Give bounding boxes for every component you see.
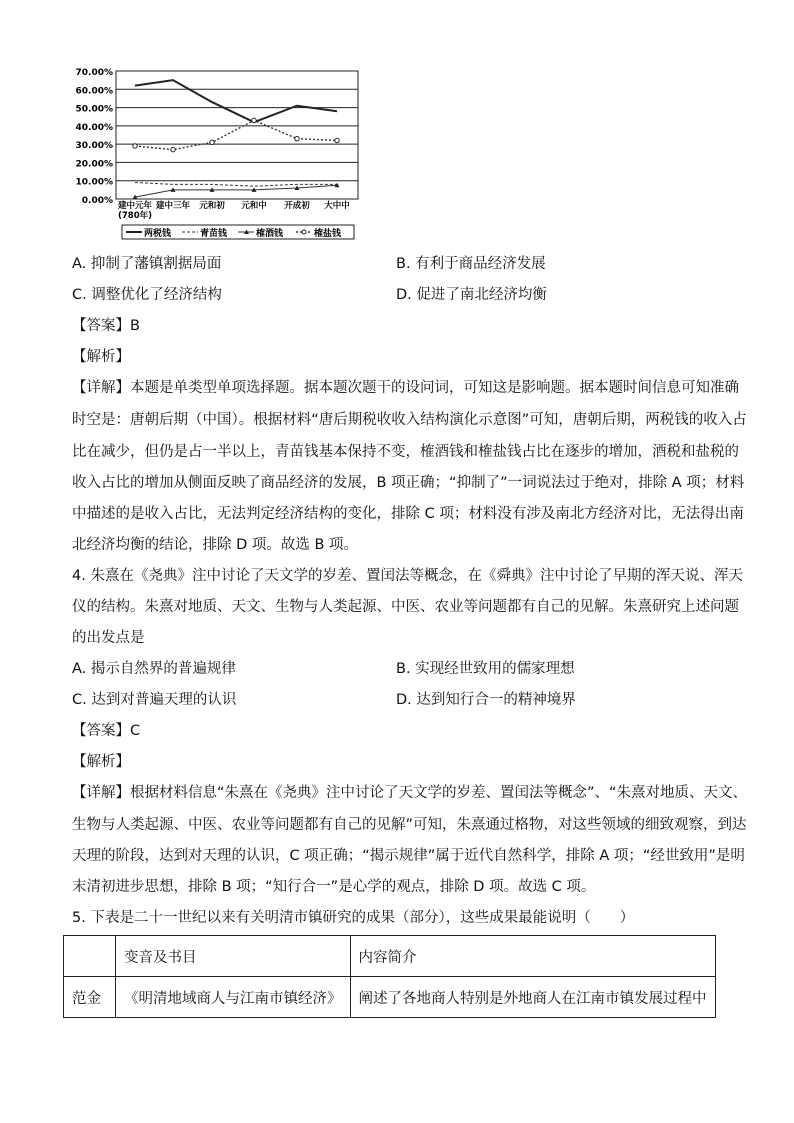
- q3-option-d: D. 促进了南北经济均衡: [396, 287, 547, 303]
- y-tick-label: 30.00%: [75, 141, 113, 152]
- q4-detail-line: 生物与人类起源、中医、农业等问题都有自己的见解”可知，朱熹通过格物，对这些领域的细致观察，到达: [72, 817, 747, 833]
- series-line: [135, 183, 337, 187]
- legend-label: 榷酒钱: [256, 229, 284, 239]
- series-line: [135, 80, 337, 122]
- q3-detail-line: 收入占比的增加从侧面反映了商品经济的发展，B 项正确；“抑制了”一词说法过于绝对，排除 A 项；材料: [72, 475, 745, 491]
- q3-detail-line: 比在减少，但仍是占一半以上，青苗钱基本保持不变，榷酒钱和榷盐钱占比在逐步的增加，酒税和盐税的: [72, 444, 739, 460]
- data-point: [133, 144, 137, 148]
- q4-option-d: D. 达到知行合一的精神境界: [396, 692, 576, 708]
- q5-stem: 5. 下表是二十一世纪以来有关明清市镇研究的成果（部分），这些成果最能说明（ ）: [72, 910, 635, 926]
- table-cell: 《明清地域商人与江南市镇经济》: [116, 977, 351, 1018]
- q3-analysis-heading: 【解析】: [72, 349, 130, 365]
- y-tick-label: 40.00%: [75, 122, 113, 133]
- q4-detail-line: 【详解】根据材料信息“朱熹在《尧典》注中讨论了天文学的岁差、置闰法等概念”、“朱熹对地质、天文、: [72, 785, 748, 801]
- q4-detail-line: 末清初进步思想，排除 B 项；“知行合一”是心学的观点，排除 D 项。故选 C 项。: [72, 879, 596, 895]
- x-tick-label: 元和初: [199, 201, 225, 211]
- q3-detail-line: 北经济均衡的结论，排除 D 项。故选 B 项。: [72, 537, 359, 553]
- x-tick-label: 建中三年: [155, 201, 191, 211]
- q4-stem-line: 仪的结构。朱熹对地质、天文、生物与人类起源、中医、农业等问题都有自己的见解。朱熹研究上述问题: [72, 599, 739, 615]
- tax-structure-line-chart: [60, 60, 370, 245]
- legend-label: 两税钱: [144, 229, 172, 239]
- legend-label: 榷盐钱: [314, 229, 342, 239]
- table-header-cell: 变音及书目: [116, 936, 351, 977]
- q4-stem-line: 4. 朱熹在《尧典》注中讨论了天文学的岁差、置闰法等概念，在《舜典》注中讨论了早期的浑天说、浑天: [72, 568, 743, 584]
- x-tick-label: 开成初: [284, 201, 310, 211]
- q3-detail-line: 中描述的是收入占比，无法判定经济结构的变化，排除 C 项；材料没有涉及南北方经济对比，无法得出南: [72, 506, 744, 522]
- x-tick-label: 建中元年: [117, 201, 153, 211]
- q3-option-c: C. 调整优化了经济结构: [72, 287, 222, 303]
- q4-analysis-heading: 【解析】: [72, 754, 130, 770]
- plot-frame: [116, 71, 358, 199]
- table-cell: 阐述了各地商人特别是外地商人在江南市镇发展过程中: [350, 977, 715, 1018]
- data-point: [252, 118, 256, 122]
- q3-answer: 【答案】B: [72, 318, 140, 334]
- table-header-cell: 内容简介: [350, 936, 715, 977]
- q4-answer: 【答案】C: [72, 723, 141, 739]
- x-tick-label: 元和中: [241, 201, 267, 211]
- x-tick-label: 大中中: [324, 201, 350, 211]
- table-cell: 范金: [64, 977, 116, 1018]
- data-point: [171, 147, 175, 151]
- y-tick-label: 60.00%: [75, 86, 113, 97]
- q3-detail-line: 时空是：唐朝后期（中国）。根据材料“唐后期税收收入结构演化示意图”可知，唐朝后期，两税钱的收入占: [72, 412, 747, 428]
- series-line: [135, 185, 337, 197]
- q3-option-b: B. 有利于商品经济发展: [396, 256, 546, 272]
- data-point: [210, 140, 214, 144]
- q4-detail-line: 天理的阶段，达到对天理的认识，C 项正确；“揭示规律”属于近代自然科学，排除 A 项；“经世致用”是明: [72, 848, 745, 864]
- table-row: [64, 977, 716, 1018]
- data-point: [335, 138, 339, 142]
- data-point: [295, 136, 299, 140]
- q3-option-a: A. 抑制了藩镇割据局面: [72, 256, 222, 272]
- legend-label: 青苗钱: [200, 229, 228, 239]
- q3-detail-line: 【详解】本题是单类型单项选择题。据本题次题干的设问词，可知这是影响题。据本题时间信息可知准确: [72, 380, 739, 396]
- x-tick-label: (780年): [117, 211, 153, 221]
- series-line: [135, 120, 337, 149]
- q4-stem-line: 的出发点是: [72, 630, 145, 646]
- y-tick-label: 10.00%: [75, 177, 113, 188]
- q5-research-table: [63, 935, 716, 1018]
- q4-option-a: A. 揭示自然界的普遍规律: [72, 661, 236, 677]
- q4-option-b: B. 实现经世致用的儒家理想: [396, 661, 575, 677]
- table-header-row: [64, 936, 716, 977]
- y-tick-label: 20.00%: [75, 159, 113, 170]
- q4-option-c: C. 达到对普遍天理的认识: [72, 692, 237, 708]
- y-tick-label: 50.00%: [75, 104, 113, 115]
- legend-marker: [302, 230, 306, 234]
- y-tick-label: 70.00%: [75, 68, 113, 78]
- table-header-cell: [64, 936, 116, 977]
- y-tick-label: 0.00%: [81, 196, 113, 206]
